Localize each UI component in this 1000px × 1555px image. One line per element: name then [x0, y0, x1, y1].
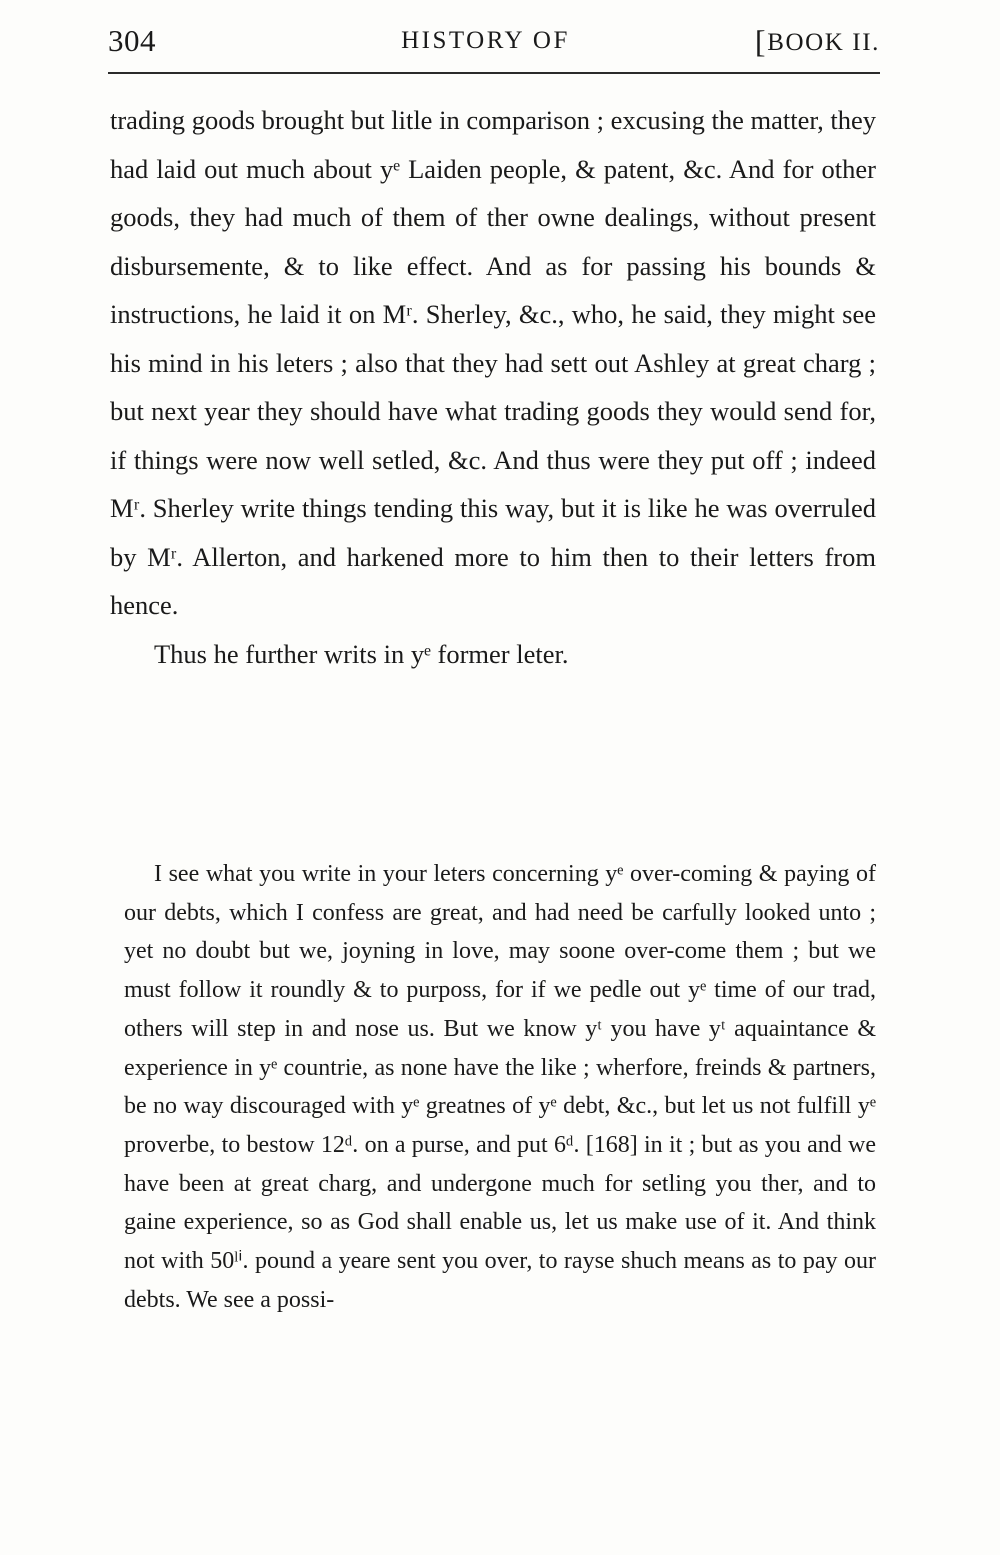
quoted-letter — [124, 855, 876, 1319]
bracket-glyph: [ — [754, 22, 768, 59]
page-header — [108, 18, 880, 64]
header-divider — [108, 72, 880, 74]
running-title: HISTORY OF — [401, 27, 570, 54]
paragraph-intro-letter: Thus he further writs in yᵉ former leter. — [154, 638, 569, 669]
paragraph-continuation: trading goods brought but litle in comparison ; excusing the matter, they had laid out much about yᵉ Laiden people, & patent, &c. And for other goods, they had much of them of ther owne dealings, without present disbursemente, & to like effect. And as for passing his bounds & instructions, he laid it on Mʳ. Sherley, &c., who, he said, they might see his mind in his leters ; also that they had sett out Ashley at great charg ; but next year they should have what trading goods they would send for, if things were now well setled, &c. And thus were they put off ; indeed Mʳ. Sherley write things tending this way, but it is like he was overruled by Mʳ. Allerton, and harkened more to him then to their letters from hence. — [110, 105, 876, 620]
book-reference — [755, 23, 880, 60]
book-reference-label: BOOK II. — [767, 28, 880, 56]
quoted-letter-text: I see what you write in your leters concerning yᵉ over-coming & paying of our debts, which I confess are great, and had need be carfully looked unto ; yet no doubt but we, joyning in love, may soone over-come them ; but we must follow it roundly & to purposs, for if we pedle out yᵉ time of our trad, others will step in and nose us. But we know yᵗ you have yᵗ aquaintance & experience in yᵉ countrie, as none have the like ; wherfore, freinds & partners, be no way discouraged with yᵉ greatnes of yᵉ debt, &c., but let us not fulfill yᵉ proverbe, to bestow 12ᵈ. on a purse, and put 6ᵈ. [168] in it ; but as you and we have been at great charg, and undergone much for setling you ther, and to gaine experience, so as God shall enable us, let us make use of it. And think not with 50ˡⁱ. pound a yeare sent you over, to rayse shuch means as to pay our debts. We see a possi- — [124, 861, 876, 1313]
body-text — [110, 96, 876, 678]
page-number: 304 — [108, 23, 156, 58]
